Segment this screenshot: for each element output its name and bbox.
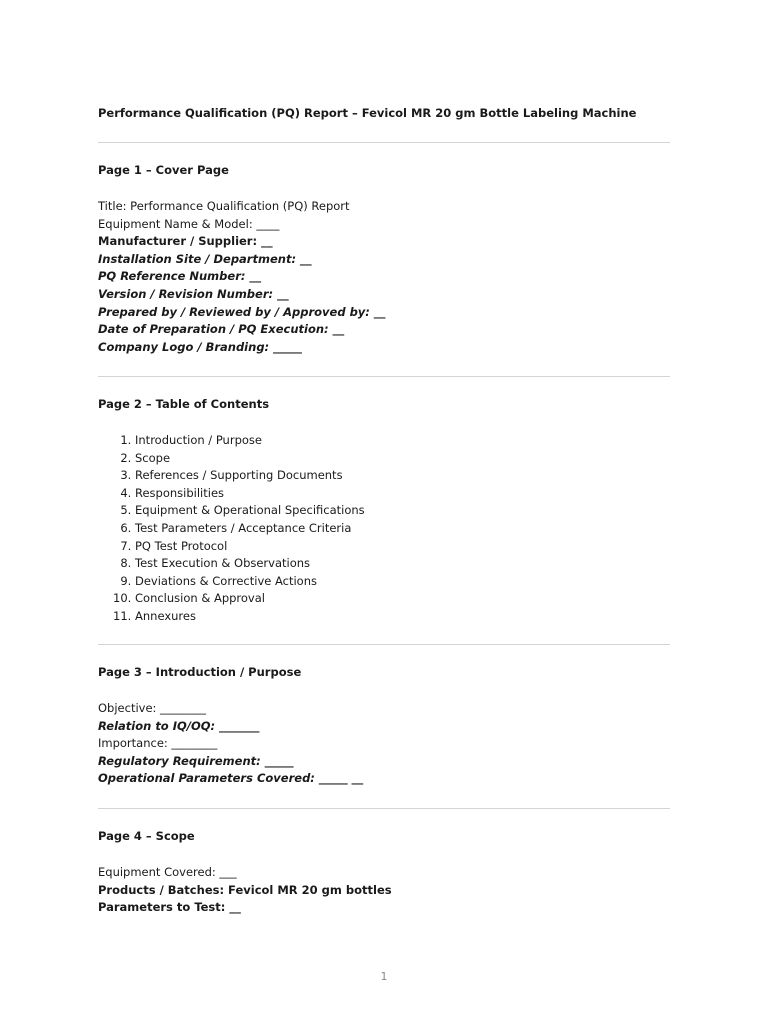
intro-field-parameters: Operational Parameters Covered: _____ __ [98, 771, 364, 786]
cover-field-prepared-by: Prepared by / Reviewed by / Approved by: __ [98, 304, 386, 319]
cover-fields [98, 198, 385, 356]
intro-field-objective: Objective: ________ [98, 701, 207, 715]
intro-fields [98, 700, 363, 788]
intro-heading: Page 3 – Introduction / Purpose [98, 665, 302, 679]
cover-field-version: Version / Revision Number: __ [98, 286, 289, 301]
scope-field-equipment: Equipment Covered: ___ [98, 865, 237, 879]
toc-item: 5. Equipment & Operational Specifications [135, 502, 365, 520]
scope-field-parameters: Parameters to Test: __ [98, 900, 241, 915]
toc-heading: Page 2 – Table of Contents [98, 397, 270, 411]
toc-item: 2. Scope [135, 450, 365, 468]
toc-list [98, 432, 365, 626]
cover-field-title: Title: Performance Qualification (PQ) Report [98, 199, 350, 213]
toc-item: 10. Conclusion & Approval [135, 590, 365, 608]
toc-item: 11. Annexures [135, 608, 365, 626]
cover-field-date: Date of Preparation / PQ Execution: __ [98, 322, 345, 337]
intro-field-regulatory: Regulatory Requirement: _____ [98, 753, 294, 768]
cover-field-manufacturer: Manufacturer / Supplier: __ [98, 234, 273, 249]
cover-field-reference-number: PQ Reference Number: __ [98, 269, 261, 284]
divider [98, 808, 670, 809]
toc-item: 1. Introduction / Purpose [135, 432, 365, 450]
scope-heading: Page 4 – Scope [98, 829, 195, 843]
cover-field-logo: Company Logo / Branding: _____ [98, 339, 302, 354]
toc-item: 8. Test Execution & Observations [135, 555, 365, 573]
page-number: 1 [380, 970, 388, 983]
toc-item: 9. Deviations & Corrective Actions [135, 573, 365, 591]
scope-fields [98, 864, 392, 917]
cover-field-equipment: Equipment Name & Model: ____ [98, 216, 280, 231]
intro-field-relation: Relation to IQ/OQ: _______ [98, 718, 260, 733]
divider [98, 376, 670, 377]
cover-field-installation-site: Installation Site / Department: __ [98, 251, 312, 266]
divider [98, 142, 670, 143]
intro-field-importance: Importance: ________ [98, 736, 218, 751]
toc-item: 4. Responsibilities [135, 485, 365, 503]
divider [98, 644, 670, 645]
scope-field-products: Products / Batches: Fevicol MR 20 gm bottles [98, 882, 392, 897]
toc-item: 7. PQ Test Protocol [135, 538, 365, 556]
toc-item: 3. References / Supporting Documents [135, 467, 365, 485]
cover-heading: Page 1 – Cover Page [98, 163, 229, 177]
toc-item: 6. Test Parameters / Acceptance Criteria [135, 520, 365, 538]
document-title: Performance Qualification (PQ) Report – Fevicol MR 20 gm Bottle Labeling Machine [98, 106, 637, 120]
